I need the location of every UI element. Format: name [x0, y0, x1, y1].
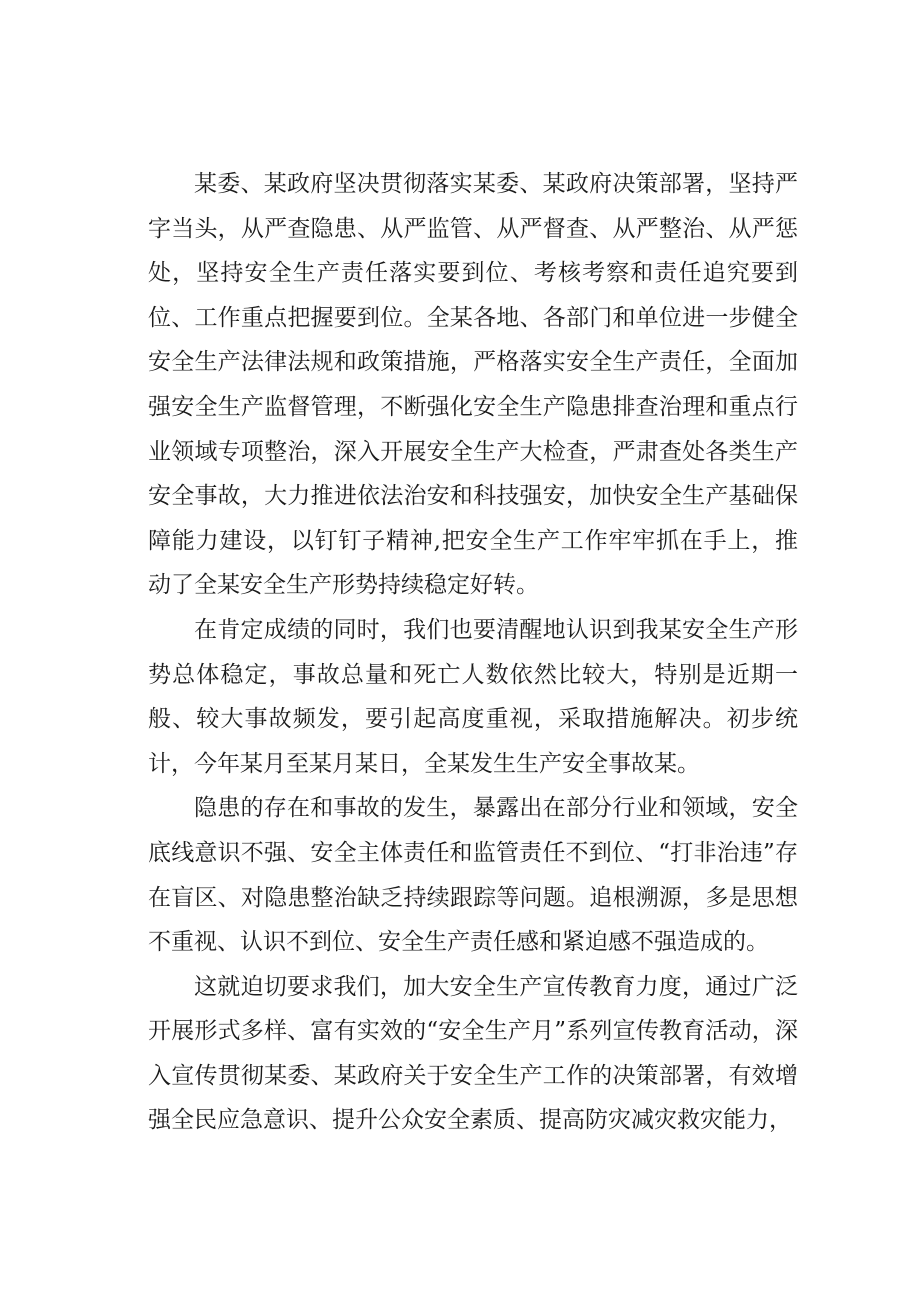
paragraph-1: 某委、某政府坚决贯彻落实某委、某政府决策部署，坚持严字当头，从严查隐患、从严监管、从严督查、从严整治、从严惩处，坚持安全生产责任落实要到位、考核考察和责任追究要到位、工作重点把握要到位。全某各地、各部门和单位进一步健全安全生产法律法规和政策措施，严格落实安全生产责任，全面加强安全生产监督管理，不断强化安全生产隐患排查治理和重点行业领域专项整治，深入开展安全生产大检查，严肃查处各类生产安全事故，大力推进依法治安和科技强安，加快安全生产基础保障能力建设，以钉钉子精神,把安全生产工作牢牢抓在手上，推动了全某安全生产形势持续稳定好转。 [148, 171, 798, 599]
paragraph-3: 隐患的存在和事故的发生，暴露出在部分行业和领域，安全底线意识不强、安全主体责任和监管责任不到位、“打非治违”存在盲区、对隐患整治缺乏持续跟踪等问题。追根溯源，多是思想不重视、认识不到位、安全生产责任感和紧迫感不强造成的。 [148, 795, 798, 956]
paragraph-4: 这就迫切要求我们，加大安全生产宣传教育力度，通过广泛开展形式多样、富有实效的“安全生产月”系列宣传教育活动，深入宣传贯彻某委、某政府关于安全生产工作的决策部署，有效增强全民应急意识、提升公众安全素质、提高防灾减灾救灾能力， [148, 973, 798, 1134]
paragraph-2: 在肯定成绩的同时，我们也要清醒地认识到我某安全生产形势总体稳定，事故总量和死亡人数依然比较大，特别是近期一般、较大事故频发，要引起高度重视，采取措施解决。初步统计，今年某月至某月某日，全某发生生产安全事故某。 [148, 616, 798, 777]
document-body [148, 162, 798, 1143]
